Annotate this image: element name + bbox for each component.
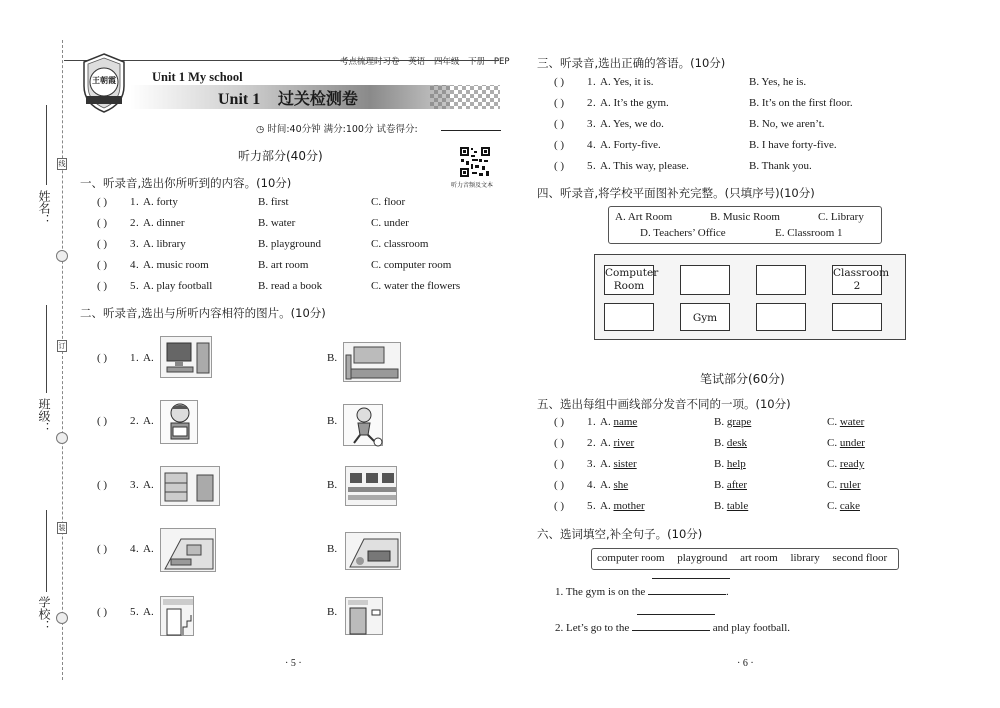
- answer-guide-line: [652, 578, 730, 579]
- response-option-b: B. No, we aren’t.: [749, 118, 825, 130]
- question-number-dot: .: [136, 606, 139, 618]
- answer-parens[interactable]: ( ): [554, 479, 565, 491]
- question-number-dot: .: [593, 118, 596, 130]
- unit-line: Unit 1 My school: [152, 70, 243, 84]
- room-option-c: C. Library: [818, 211, 864, 223]
- word-bank: [597, 552, 887, 564]
- option-letter: B.: [714, 458, 727, 470]
- option-c: C. under: [371, 217, 409, 229]
- picture-option-b: B.: [327, 479, 338, 491]
- phonics-option-b: [714, 500, 748, 512]
- clock-icon: ◷: [256, 124, 265, 135]
- answer-guide-line: [637, 614, 715, 615]
- response-option-b: B. It’s on the first floor.: [749, 97, 853, 109]
- question-number-dot: .: [593, 458, 596, 470]
- picture-option-b: B.: [327, 415, 338, 427]
- question-number: 2: [130, 217, 136, 229]
- response-option-a: A. Yes, it is.: [600, 76, 654, 88]
- score-blank[interactable]: [441, 130, 501, 131]
- answer-parens[interactable]: ( ): [554, 139, 565, 151]
- section-5-title: 五、选出每组中画线部分发音不同的一项。(10分): [537, 397, 791, 411]
- name-field[interactable]: [46, 105, 47, 185]
- phonics-option-a: [600, 437, 634, 449]
- question-number: 3: [130, 238, 136, 250]
- name-label: 姓名：: [37, 190, 51, 226]
- option-c: C. water the flowers: [371, 280, 461, 292]
- question-number: 2: [130, 415, 136, 427]
- response-option-a: A. Forty-five.: [600, 139, 661, 151]
- term: 下册: [468, 57, 486, 67]
- option-word: under: [839, 437, 865, 449]
- answer-parens[interactable]: ( ): [554, 76, 565, 88]
- response-option-b: B. I have forty-five.: [749, 139, 837, 151]
- question-number-dot: .: [136, 259, 139, 271]
- page-number-right: · 6 ·: [737, 658, 754, 669]
- question-number-dot: .: [136, 196, 139, 208]
- option-word: mother: [613, 500, 645, 512]
- title-unit: Unit 1: [218, 91, 261, 108]
- room-blank-2[interactable]: [756, 265, 806, 295]
- option-b: B. first: [258, 196, 289, 208]
- computer-picture[interactable]: [160, 336, 212, 378]
- question-number: 1: [130, 352, 136, 364]
- option-letter: A.: [600, 458, 614, 470]
- question-number-dot: .: [593, 76, 596, 88]
- picture-option-b: B.: [327, 352, 338, 364]
- option-word: cake: [839, 500, 860, 512]
- option-c: C. computer room: [371, 259, 452, 271]
- logo-text: 王朝霞: [92, 76, 116, 85]
- question-number: 4: [130, 543, 136, 555]
- option-letter: C.: [827, 416, 840, 428]
- option-a: A. forty: [143, 196, 178, 208]
- question-number-dot: .: [593, 416, 596, 428]
- writing-part-title: 笔试部分(60分): [700, 372, 785, 386]
- phonics-option-c: [827, 479, 861, 491]
- answer-parens[interactable]: ( ): [554, 97, 565, 109]
- option-word: table: [726, 500, 749, 512]
- word-library: library: [790, 552, 820, 564]
- question-number: 4: [587, 139, 593, 151]
- qr-code-icon[interactable]: [459, 146, 491, 178]
- qr-caption: 听力音频及文本: [451, 182, 494, 189]
- question-number: 3: [587, 458, 593, 470]
- room-blank-3[interactable]: [604, 303, 654, 331]
- school-field[interactable]: [46, 510, 47, 592]
- response-option-a: A. This way, please.: [600, 160, 689, 172]
- section-2-title: 二、听录音,选出与所听内容相符的图片。(10分): [80, 306, 326, 320]
- picture-option-a: A.: [143, 479, 154, 491]
- option-letter: A.: [600, 437, 614, 449]
- computer-lab-picture[interactable]: [345, 466, 397, 506]
- picture-option-b: B.: [327, 543, 338, 555]
- option-word: water: [839, 416, 865, 428]
- phonics-option-b: [714, 479, 747, 491]
- room-classroom-2: Classroom 2: [832, 265, 882, 295]
- option-letter: A.: [600, 416, 614, 428]
- answer-parens[interactable]: ( ): [97, 479, 108, 491]
- response-option-b: B. Thank you.: [749, 160, 812, 172]
- question-number: 4: [587, 479, 593, 491]
- option-a: A. dinner: [143, 217, 185, 229]
- option-letter: C.: [827, 437, 840, 449]
- page-title: [218, 86, 358, 109]
- sentence-2-blank[interactable]: [632, 621, 710, 631]
- option-letter: C.: [827, 500, 840, 512]
- option-word: desk: [726, 437, 748, 449]
- question-number-dot: .: [593, 139, 596, 151]
- question-number: 3: [587, 118, 593, 130]
- room-option-d: D. Teachers’ Office: [640, 227, 726, 239]
- question-number: 2: [587, 97, 593, 109]
- question-number: 4: [130, 259, 136, 271]
- phonics-option-c: [827, 416, 864, 428]
- bind-mark-ding: 订: [58, 342, 66, 350]
- answer-parens[interactable]: ( ): [554, 500, 565, 512]
- option-word: river: [613, 437, 635, 449]
- option-word: ready: [839, 458, 865, 470]
- question-number: 5: [130, 280, 136, 292]
- question-number: 3: [130, 479, 136, 491]
- option-letter: A.: [600, 479, 614, 491]
- option-word: help: [726, 458, 746, 470]
- sentence-2: 2. Let’s go to the and play football.: [555, 622, 791, 634]
- binding-line: [62, 40, 63, 680]
- question-number: 1: [587, 416, 593, 428]
- answer-parens[interactable]: ( ): [97, 238, 108, 250]
- picture-option-a: A.: [143, 543, 154, 555]
- section-3-title: 三、听录音,选出正确的答语。(10分): [537, 56, 726, 70]
- question-number-dot: .: [593, 479, 596, 491]
- question-number-dot: .: [593, 97, 596, 109]
- answer-parens[interactable]: ( ): [554, 416, 565, 428]
- option-letter: B.: [714, 500, 727, 512]
- class-field[interactable]: [46, 305, 47, 393]
- question-number-dot: .: [136, 352, 139, 364]
- answer-parens[interactable]: ( ): [97, 606, 108, 618]
- header-info: [340, 55, 510, 67]
- binding-hole: [56, 432, 68, 444]
- question-number-dot: .: [136, 415, 139, 427]
- option-letter: C.: [827, 479, 840, 491]
- response-option-a: A. Yes, we do.: [600, 118, 664, 130]
- option-letter: B.: [714, 416, 727, 428]
- edition: PEP: [493, 57, 510, 67]
- room-computer: Computer Room: [604, 265, 654, 295]
- school-label: 学校：: [37, 596, 51, 632]
- option-letter: B.: [714, 479, 727, 491]
- class-label: 班级：: [37, 398, 51, 434]
- option-a: A. library: [143, 238, 186, 250]
- sentence-1-blank[interactable]: [648, 585, 726, 595]
- grade: 四年级: [433, 57, 460, 67]
- binding-hole: [56, 612, 68, 624]
- answer-parens[interactable]: ( ): [97, 280, 108, 292]
- stairs-door-picture[interactable]: [160, 596, 194, 636]
- room-blank-4[interactable]: [756, 303, 806, 331]
- boy-reading-picture[interactable]: [160, 400, 198, 444]
- option-b: B. read a book: [258, 280, 323, 292]
- tv-room-picture[interactable]: [343, 342, 401, 382]
- phonics-option-a: [600, 458, 637, 470]
- answer-parens[interactable]: ( ): [97, 543, 108, 555]
- library-room-picture[interactable]: [160, 466, 220, 506]
- room-option-b: B. Music Room: [710, 211, 780, 223]
- picture-option-b: B.: [327, 606, 338, 618]
- question-number: 1: [587, 76, 593, 88]
- classroom-door-picture[interactable]: [345, 597, 383, 635]
- question-number-dot: .: [136, 280, 139, 292]
- question-number-dot: .: [593, 160, 596, 172]
- question-number-dot: .: [136, 217, 139, 229]
- question-number: 2: [587, 437, 593, 449]
- subject: 英语: [408, 57, 426, 67]
- art-room-picture[interactable]: [160, 528, 216, 572]
- question-number-dot: .: [136, 543, 139, 555]
- option-word: she: [613, 479, 629, 491]
- option-word: sister: [613, 458, 637, 470]
- answer-parens[interactable]: ( ): [554, 458, 565, 470]
- phonics-option-a: [600, 416, 637, 428]
- room-option-e: E. Classroom 1: [775, 227, 843, 239]
- room-blank-5[interactable]: [832, 303, 882, 331]
- picture-option-a: A.: [143, 415, 154, 427]
- phonics-option-a: [600, 479, 628, 491]
- room-blank-1[interactable]: [680, 265, 730, 295]
- section-4-title: 四、听录音,将学校平面图补充完整。(只填序号)(10分): [537, 186, 815, 200]
- word-playground: playground: [677, 552, 728, 564]
- question-number: 5: [587, 160, 593, 172]
- answer-parens[interactable]: ( ): [97, 259, 108, 271]
- section-6-title: 六、选词填空,补全句子。(10分): [537, 527, 703, 541]
- question-number-dot: .: [136, 479, 139, 491]
- question-number: 1: [130, 196, 136, 208]
- section-1-title: 一、听录音,选出你所听到的内容。(10分): [80, 176, 292, 190]
- phonics-option-b: [714, 437, 747, 449]
- option-letter: C.: [827, 458, 840, 470]
- answer-parens[interactable]: ( ): [554, 118, 565, 130]
- response-option-a: A. It’s the gym.: [600, 97, 669, 109]
- word-art-room: art room: [740, 552, 778, 564]
- question-number-dot: .: [593, 500, 596, 512]
- title-text: 过关检测卷: [277, 89, 358, 108]
- listening-part-title: 听力部分(40分): [238, 149, 323, 163]
- response-option-b: B. Yes, he is.: [749, 76, 807, 88]
- option-a: A. play football: [143, 280, 213, 292]
- option-b: B. playground: [258, 238, 321, 250]
- bind-mark-zhuang: 装: [58, 524, 66, 532]
- boy-football-picture[interactable]: [343, 404, 383, 446]
- option-letter: A.: [600, 500, 614, 512]
- answer-parens[interactable]: ( ): [97, 196, 108, 208]
- sentence-1: 1. The gym is on the .: [555, 586, 729, 598]
- phonics-option-c: [827, 437, 865, 449]
- option-word: name: [613, 416, 638, 428]
- option-c: C. classroom: [371, 238, 429, 250]
- option-b: B. water: [258, 217, 296, 229]
- answer-parens[interactable]: ( ): [97, 217, 108, 229]
- picture-option-a: A.: [143, 606, 154, 618]
- binding-hole: [56, 250, 68, 262]
- option-word: grape: [726, 416, 752, 428]
- answer-parens[interactable]: ( ): [97, 415, 108, 427]
- bind-mark-line: 线: [58, 160, 66, 168]
- time-info: ◷ 时间:40分钟 满分:100分 试卷得分:: [256, 124, 418, 135]
- question-number: 5: [587, 500, 593, 512]
- option-word: ruler: [839, 479, 861, 491]
- option-word: after: [726, 479, 747, 491]
- answer-parens[interactable]: ( ): [554, 160, 565, 172]
- phonics-option-b: [714, 458, 746, 470]
- room-option-a: A. Art Room: [615, 211, 673, 223]
- word-second-floor: second floor: [832, 552, 888, 564]
- question-number: 5: [130, 606, 136, 618]
- answer-parens[interactable]: ( ): [97, 352, 108, 364]
- word-computer-room: computer room: [597, 552, 665, 564]
- page-number-left: · 5 ·: [285, 658, 302, 669]
- brand-logo: [78, 52, 130, 114]
- question-number-dot: .: [136, 238, 139, 250]
- option-c: C. floor: [371, 196, 406, 208]
- music-room-picture[interactable]: [345, 532, 401, 570]
- phonics-option-a: [600, 500, 645, 512]
- option-b: B. art room: [258, 259, 309, 271]
- phonics-option-b: [714, 416, 751, 428]
- series-name: 考点梳理时习卷: [340, 57, 400, 67]
- phonics-option-c: [827, 458, 864, 470]
- option-a: A. music room: [143, 259, 209, 271]
- room-gym: Gym: [680, 303, 730, 331]
- picture-option-a: A.: [143, 352, 154, 364]
- answer-parens[interactable]: ( ): [554, 437, 565, 449]
- question-number-dot: .: [593, 437, 596, 449]
- option-letter: B.: [714, 437, 727, 449]
- phonics-option-c: [827, 500, 860, 512]
